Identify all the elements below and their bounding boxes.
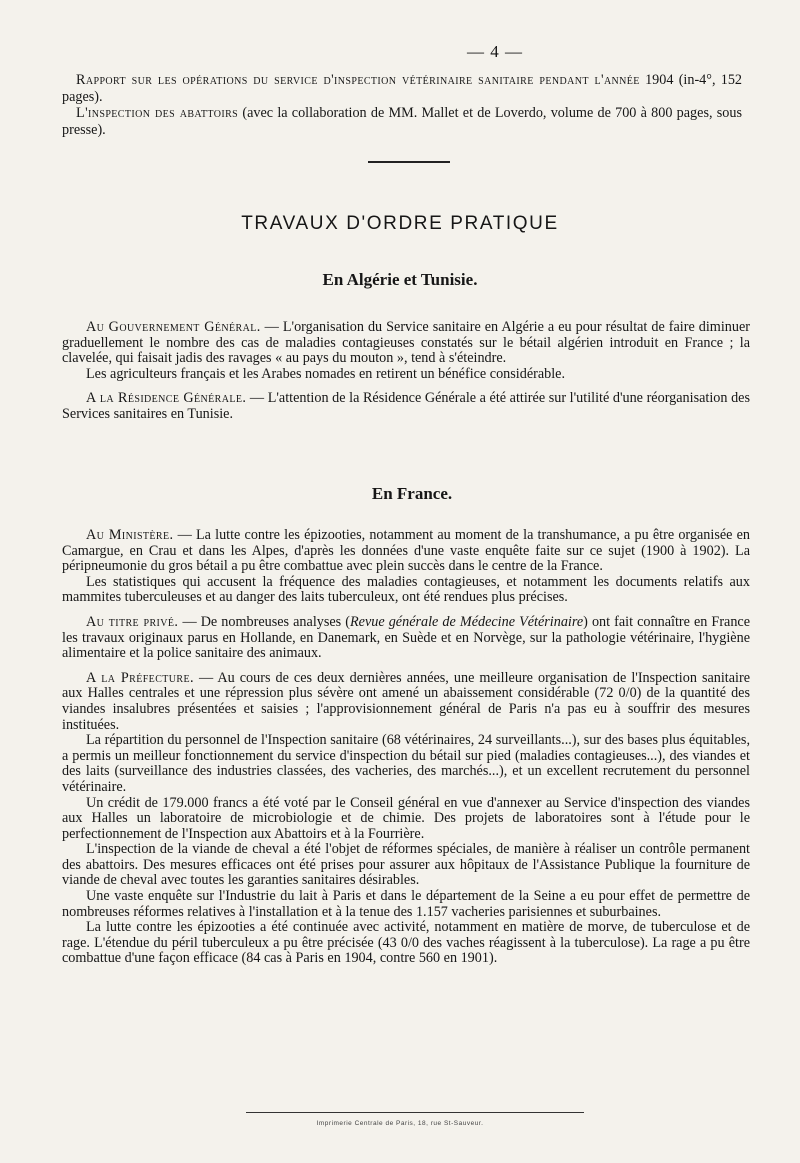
page-number: — 4 — [467, 42, 523, 61]
journal-title: Revue générale de Médecine Vétérinaire [350, 613, 584, 630]
paragraph: Les statistiques qui accusent la fréquence des maladies contagieuses, et notamment les documents relatifs aux mammites tuberculeuses et au danger des laits tuberculeux, ont été rendues plus précises. [62, 573, 750, 606]
paragraph-lead: A la Résidence Générale. [86, 390, 247, 407]
paragraph [62, 528, 750, 575]
paragraph-lead: Au titre privé. [86, 613, 179, 630]
reference-details: 1904 (in-4°, 152 pages). [62, 72, 743, 105]
section-algeria-body [62, 320, 750, 423]
section-divider [368, 161, 450, 163]
paragraph-text: — L'organisation du Service sanitaire en Algérie a eu pour résultat de faire diminuer graduellement le nombre des cas de maladies contagieuses constatés sur le bétail algérien introduit en France ; la clavelée, qui faisait jadis des ravages « au pays du mouton », tend à s'éteindre. [62, 319, 750, 367]
section-france-body [62, 528, 750, 967]
paragraph: La répartition du personnel de l'Inspection sanitaire (68 vétérinaires, 24 surveillants...), sur des bases plus équitables, a permis un meilleur fonctionnement du service d'inspection du bétail sur pied (maladies contagieuses...), des viandes et des laits (surveillance des industries classées, des vacheries, des marchés...), et un excellent recrutement du personnel vétérinaire. [62, 732, 750, 795]
paragraph-text: — La lutte contre les épizooties, notamment au moment de la transhumance, a pu être organisée en Camargue, en Crau et dans les Alpes, d'après les données d'une vaste enquête faite sur ce sujet (1900 à 1902). La péripneumonie du gros bétail a pu être combattue avec plein succès dans le centre de la France. [62, 527, 750, 575]
paragraph [62, 671, 750, 733]
paragraph [62, 391, 750, 422]
reference-item [62, 72, 742, 105]
section-heading-france: En France. [371, 484, 453, 503]
paragraph-text: — Au cours de ces deux dernières années, une meilleure organisation de l'Inspection sanitaire aux Halles centrales et une répression plus sévère ont amené un abaissement considérable (72 0/0) de la quantité des viandes insalubres présentées et saisies ; l'approvisionnement général de Paris n'a pas eu à souffrir des mesures instituées. [62, 669, 751, 733]
paragraph: La lutte contre les épizooties a été continuée avec activité, notamment en matière de morve, de tuberculose et de rage. L'étendue du péril tuberculeux a pu être précisée (43 0/0 des vaches réagissent à la tuberculose). La rage a pu être combattue d'une façon efficace (84 cas à Paris en 1904, contre 560 en 1901). [62, 919, 750, 967]
reference-details: (avec la collaboration de MM. Mallet et de Loverdo, volume de 700 à 800 pages, sous presse). [62, 105, 742, 138]
bibliography-references [62, 72, 742, 138]
paragraph [62, 320, 750, 367]
reference-title: Rapport sur les opérations du service d'inspection vétérinaire sanitaire pendant l'année [76, 72, 640, 88]
footer-divider [246, 1112, 584, 1113]
printer-imprint: Imprimerie Centrale de Paris, 18, rue St-Sauveur. [316, 1120, 484, 1127]
reference-item [62, 105, 742, 138]
paragraph-text: — L'attention de la Résidence Générale a été attirée sur l'utilité d'une réorganisation des Services sanitaires en Tunisie. [62, 390, 750, 422]
main-title: TRAVAUX D'ORDRE PRATIQUE [241, 213, 559, 234]
paragraph: Une vaste enquête sur l'Industrie du lait à Paris et dans le département de la Seine a eu pour effet de permettre de nombreuses réformes relatives à l'installation et à la tenue des 1.157 vacheries parisiennes et suburbaines. [62, 888, 750, 920]
paragraph-lead: Au Gouvernement Général. [86, 319, 261, 335]
paragraph: Un crédit de 179.000 francs a été voté par le Conseil général en vue d'annexer au Service d'inspection des viandes aux Halles un laboratoire de microbiologie et de chimie. Des projets de laboratoires sont à l'étude pour le perfectionnement de l'Inspection aux Abattoirs et à la Fourrière. [62, 794, 750, 842]
paragraph: Au titre privé. — De nombreuses analyses (Revue générale de Médecine Vétérinaire) ont fait connaître en France les travaux originaux parus en Hollande, en Danemark, en Suède et en Norvège, sur la pathologie vétérinaire, l'hygiène alimentaire et la police sanitaire des animaux. [62, 613, 751, 662]
paragraph-lead: Au Ministère. [86, 527, 174, 543]
reference-title: L'inspection des abattoirs [76, 105, 239, 121]
paragraph: Les agriculteurs français et les Arabes nomades en retirent un bénéfice considérable. [86, 365, 566, 382]
paragraph: L'inspection de la viande de cheval a été l'objet de réformes spéciales, de manière à réaliser un contrôle permanent des abattoirs. Des mesures efficaces ont été prises pour assurer aux hôpitaux de l'Assistance Publique la fourniture de viande de cheval avec toutes les garanties sanitaires désirables. [62, 841, 750, 889]
section-heading-algeria: En Algérie et Tunisie. [322, 270, 478, 289]
paragraph-lead: A la Préfecture. [86, 669, 194, 686]
